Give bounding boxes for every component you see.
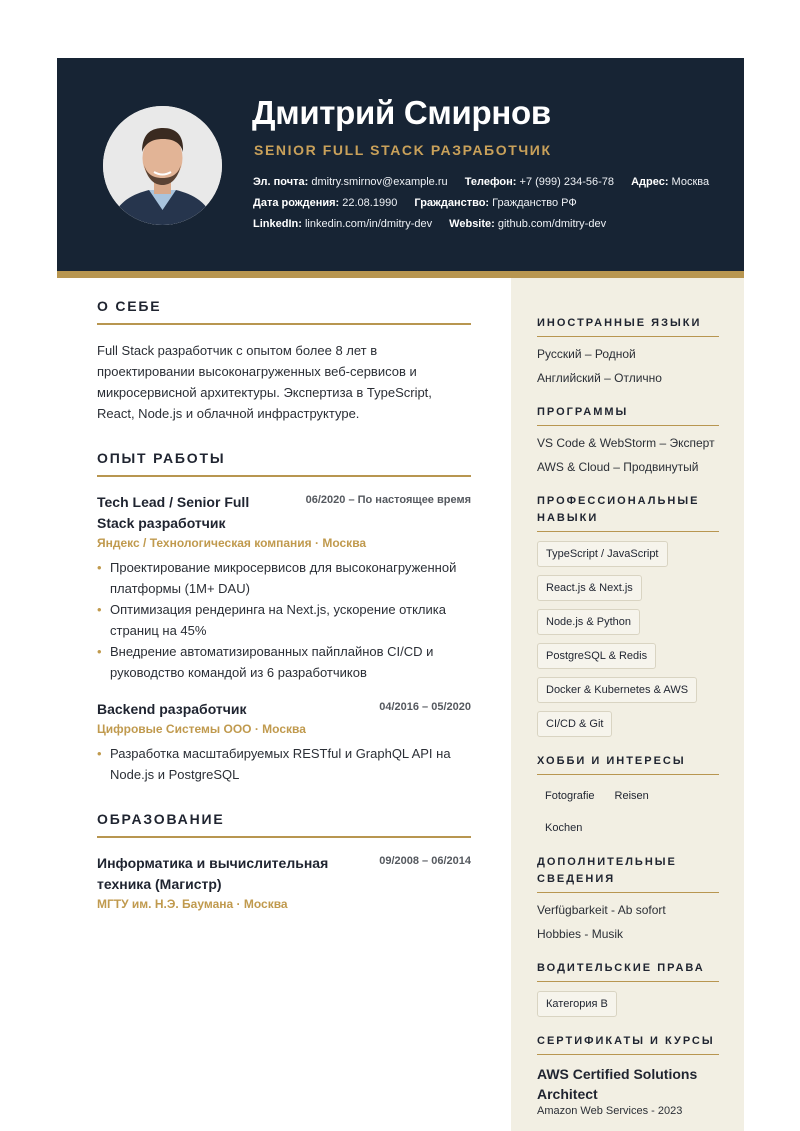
sidebar xyxy=(511,278,744,1131)
hobby-item: Fotografie xyxy=(545,790,595,802)
job-entry xyxy=(97,492,471,683)
languages-title: ИНОСТРАННЫЕ ЯЗЫКИ xyxy=(537,315,719,337)
contact-row-3 xyxy=(253,218,620,230)
language-item: Английский – Отлично xyxy=(537,371,662,385)
language-item: Русский – Родной xyxy=(537,347,636,361)
programs-list xyxy=(537,431,719,479)
job-bullet xyxy=(97,600,471,641)
about-text: Full Stack разработчик с опытом более 8 лет в проектировании высоконагруженных веб-сервисов и микросервисной архитектуры. Экспертиза в TypeScript, React, Node.js и облачной инфраструктуре. xyxy=(97,343,432,421)
resume-header xyxy=(57,58,744,271)
contact-website xyxy=(449,218,606,230)
address-value: Москва xyxy=(671,176,710,188)
job-title: Tech Lead / Senior Full Stack разработчик xyxy=(97,494,250,531)
resume-page xyxy=(57,58,744,1131)
website-link[interactable]: github.com/dmitry-dev xyxy=(497,218,607,230)
skill-chip: PostgreSQL & Redis xyxy=(537,643,656,669)
contact-linkedin xyxy=(253,218,432,230)
cert-issuer: Amazon Web Services - 2023 xyxy=(537,1105,683,1117)
header-divider xyxy=(57,271,744,278)
cert-name: AWS Certified Solutions Architect xyxy=(537,1066,698,1102)
contact-address xyxy=(631,176,709,188)
linkedin-link[interactable]: linkedin.com/in/dmitry-dev xyxy=(304,218,433,230)
languages-list xyxy=(537,342,719,390)
license-list xyxy=(537,991,719,1025)
job-bullet xyxy=(97,558,471,599)
job-company: Яндекс / Технологическая компания · Москва xyxy=(97,536,367,550)
skill-chip: CI/CD & Git xyxy=(537,711,612,737)
about-section-title: О СЕБЕ xyxy=(97,298,471,325)
job-date: 04/2016 – 05/2020 xyxy=(379,701,471,713)
extra-section xyxy=(537,854,719,946)
job-bullet xyxy=(97,642,471,683)
citizenship-label: Гражданство: xyxy=(414,197,490,209)
program-item: VS Code & WebStorm – Эксперт xyxy=(537,436,715,450)
bullet-icon: • xyxy=(97,644,102,659)
programs-section xyxy=(537,404,719,479)
bullet-icon: • xyxy=(97,602,102,617)
hobby-item: Reisen xyxy=(614,790,649,802)
email-label: Эл. почта: xyxy=(253,176,309,188)
hobbies-section xyxy=(537,753,719,848)
programs-title: ПРОГРАММЫ xyxy=(537,404,719,426)
license-chip: Категория B xyxy=(537,991,617,1017)
contact-phone xyxy=(465,176,614,188)
sidebar-content xyxy=(537,315,719,1131)
contact-row-1 xyxy=(253,176,723,188)
education-entry xyxy=(97,853,471,911)
program-item: AWS & Cloud – Продвинутый xyxy=(537,460,699,474)
birth-label: Дата рождения: xyxy=(253,197,340,209)
license-section xyxy=(537,960,719,1025)
candidate-role: SENIOR FULL STACK РАЗРАБОТЧИК xyxy=(254,142,552,158)
candidate-name: Дмитрий Смирнов xyxy=(252,94,551,131)
extra-list xyxy=(537,898,719,946)
phone-value: +7 (999) 234-56-78 xyxy=(519,176,615,188)
education-degree: Информатика и вычислительная техника (Магистр) xyxy=(97,855,329,892)
bullet-text: Проектирование микросервисов для высоконагруженной платформы (1M+ DAU) xyxy=(110,560,457,596)
citizenship-value: Гражданство РФ xyxy=(492,197,577,209)
skills-title: ПРОФЕССИОНАЛЬНЫЕ НАВЫКИ xyxy=(537,493,719,532)
job-title: Backend разработчик xyxy=(97,701,247,717)
skill-chip: TypeScript / JavaScript xyxy=(537,541,668,567)
linkedin-label: LinkedIn: xyxy=(253,218,302,230)
license-title: ВОДИТЕЛЬСКИЕ ПРАВА xyxy=(537,960,719,982)
job-header xyxy=(97,699,471,720)
email-value[interactable]: dmitry.smirnov@example.ru xyxy=(311,176,448,188)
certs-section xyxy=(537,1033,719,1117)
hobbies-title: ХОББИ И ИНТЕРЕСЫ xyxy=(537,753,719,775)
phone-label: Телефон: xyxy=(464,176,517,188)
education-school: МГТУ им. Н.Э. Баумана · Москва xyxy=(97,897,288,911)
contact-row-2 xyxy=(253,197,591,209)
birth-value: 22.08.1990 xyxy=(342,197,398,209)
certs-title: СЕРТИФИКАТЫ И КУРСЫ xyxy=(537,1033,719,1055)
bullet-icon: • xyxy=(97,746,102,761)
contact-citizenship xyxy=(414,197,576,209)
skill-chip: Node.js & Python xyxy=(537,609,640,635)
address-label: Адрес: xyxy=(631,176,669,188)
job-company: Цифровые Системы ООО · Москва xyxy=(97,722,306,736)
skills-section xyxy=(537,493,719,745)
profile-photo-image xyxy=(103,106,222,225)
job-header xyxy=(97,492,471,534)
contact-birth xyxy=(253,197,397,209)
bullet-icon: • xyxy=(97,560,102,575)
website-label: Website: xyxy=(449,218,495,230)
job-bullets xyxy=(97,744,471,785)
extra-item: Verfügbarkeit - Ab sofort xyxy=(537,903,666,917)
contact-email xyxy=(253,176,448,188)
extra-title: ДОПОЛНИТЕЛЬНЫЕ СВЕДЕНИЯ xyxy=(537,854,719,893)
hobby-item: Kochen xyxy=(545,822,583,834)
job-entry xyxy=(97,699,471,785)
job-bullets xyxy=(97,558,471,683)
bullet-text: Оптимизация рендеринга на Next.js, ускорение отклика страниц на 45% xyxy=(110,602,446,638)
job-date: 06/2020 – По настоящее время xyxy=(305,494,471,506)
extra-item: Hobbies - Musik xyxy=(537,927,624,941)
experience-section-title: ОПЫТ РАБОТЫ xyxy=(97,450,471,477)
skill-chip: React.js & Next.js xyxy=(537,575,642,601)
job-bullet xyxy=(97,744,471,785)
education-section-title: ОБРАЗОВАНИЕ xyxy=(97,811,471,838)
bullet-text: Внедрение автоматизированных пайплайнов CI/CD и руководство командой из 6 разработчиков xyxy=(110,644,434,680)
bullet-text: Разработка масштабируемых RESTful и GraphQL API на Node.js и PostgreSQL xyxy=(110,746,451,782)
main-column xyxy=(97,298,471,911)
languages-section xyxy=(537,315,719,390)
skill-chip: Docker & Kubernetes & AWS xyxy=(537,677,697,703)
hobbies-list xyxy=(537,784,719,848)
education-header xyxy=(97,853,471,895)
skills-list xyxy=(537,541,719,745)
profile-photo xyxy=(103,106,222,225)
education-date: 09/2008 – 06/2014 xyxy=(379,855,471,867)
